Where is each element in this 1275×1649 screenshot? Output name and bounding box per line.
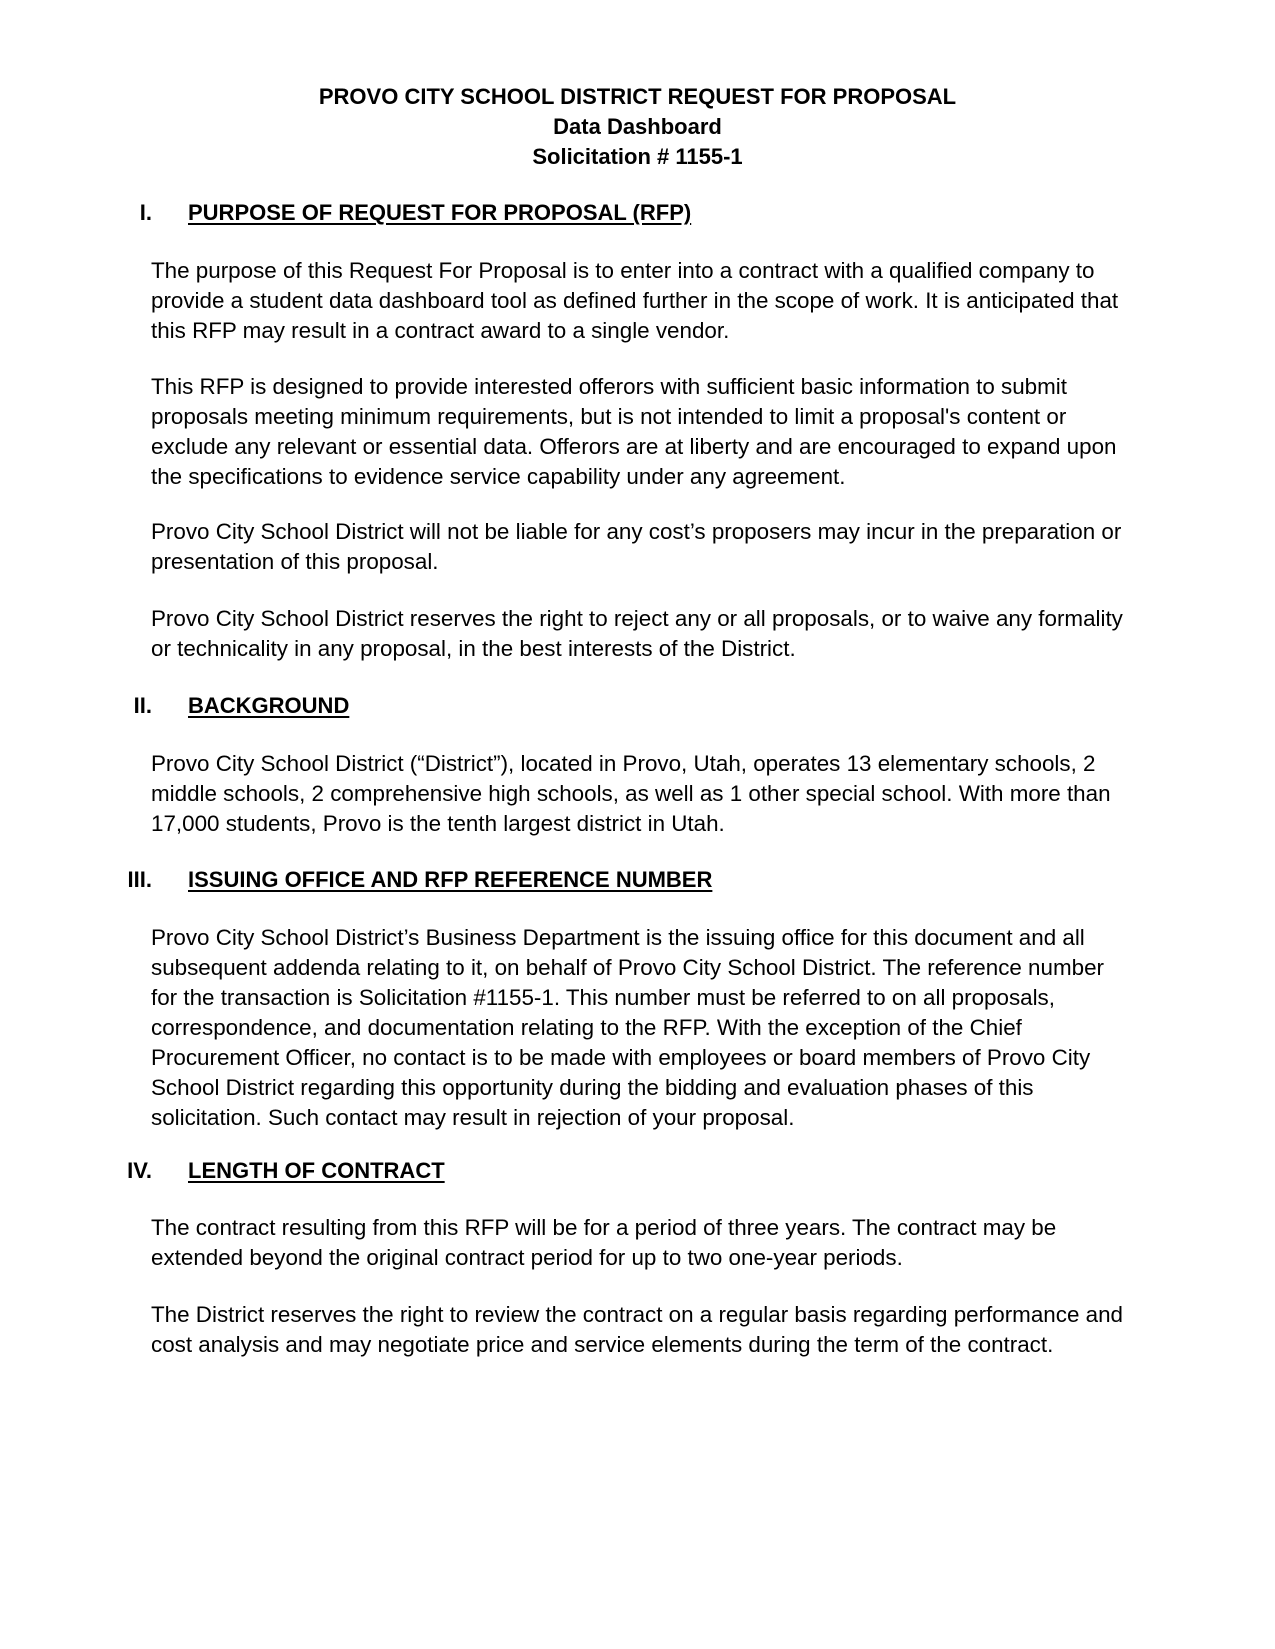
paragraph: Provo City School District will not be liable for any cost’s proposers may incur in the preparation or presentation of this proposal.	[151, 519, 1122, 574]
paragraph: The purpose of this Request For Proposal is to enter into a contract with a qualified company to provide a student data dashboard tool as defined further in the scope of work. It is anticipated that this RFP may result in a contract award to a single vendor.	[151, 258, 1119, 343]
section-heading-length-of-contract	[0, 1156, 1275, 1186]
section-title: BACKGROUND	[188, 693, 350, 718]
paragraph: Provo City School District (“District”), located in Provo, Utah, operates 13 elementary schools, 2 middle schools, 2 comprehensive high schools, as well as 1 other special school. With more than 17,000 students, Provo is the tenth largest district in Utah.	[151, 751, 1111, 836]
header-subtitle: Data Dashboard	[553, 114, 722, 139]
document-header	[0, 82, 1275, 172]
paragraph: The District reserves the right to review the contract on a regular basis regarding performance and cost analysis and may negotiate price and service elements during the term of the contract.	[151, 1302, 1123, 1357]
section-number: I.	[139, 200, 152, 225]
section-number: III.	[127, 867, 152, 892]
paragraph: The contract resulting from this RFP will be for a period of three years. The contract may be extended beyond the original contract period for up to two one-year periods.	[151, 1215, 1057, 1270]
section-number: IV.	[127, 1158, 152, 1183]
paragraph: Provo City School District’s Business Department is the issuing office for this document and all subsequent addenda relating to it, on behalf of Provo City School District. The reference number for the transaction is Solicitation #1155-1. This number must be referred to on all proposals, correspondence, and documentation relating to the RFP. With the exception of the Chief Procurement Officer, no contact is to be made with employees or board members of Provo City School District regarding this opportunity during the bidding and evaluation phases of this solicitation. Such contact may result in rejection of your proposal.	[151, 925, 1104, 1130]
header-title: PROVO CITY SCHOOL DISTRICT REQUEST FOR PROPOSAL	[318, 84, 957, 109]
section-number: II.	[133, 693, 152, 718]
section-heading-issuing-office	[0, 865, 1275, 895]
header-solicitation: Solicitation # 1155-1	[532, 144, 743, 169]
section-title: ISSUING OFFICE AND RFP REFERENCE NUMBER	[188, 867, 713, 892]
paragraph: This RFP is designed to provide interested offerors with sufficient basic information to submit proposals meeting minimum requirements, but is not intended to limit a proposal's content or exclude any relevant or essential data. Offerors are at liberty and are encouraged to expand upon the specifications to evidence service capability under any agreement.	[151, 374, 1117, 489]
section-title: PURPOSE OF REQUEST FOR PROPOSAL (RFP)	[188, 200, 692, 225]
paragraph: Provo City School District reserves the right to reject any or all proposals, or to waive any formality or technicality in any proposal, in the best interests of the District.	[151, 606, 1123, 661]
section-heading-background	[0, 691, 1275, 721]
section-heading-purpose	[0, 198, 1275, 228]
section-title: LENGTH OF CONTRACT	[188, 1158, 445, 1183]
